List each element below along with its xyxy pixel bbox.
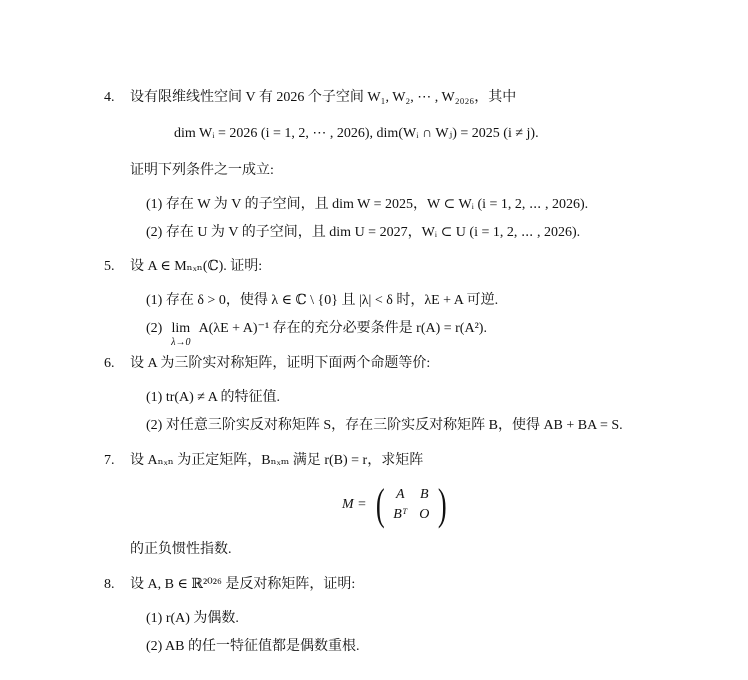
problem-4-prove: 证明下列条件之一成立: <box>130 163 274 178</box>
matrix-entry-21: Bᵀ <box>393 507 408 522</box>
problem-8-statement: 设 A, B ∈ ℝ²⁰²⁶ 是反对称矩阵，证明: <box>130 577 356 592</box>
right-paren: ) <box>438 480 447 529</box>
problem-7-after: 的正负惯性指数. <box>130 542 232 557</box>
limit-word: lim <box>171 321 191 336</box>
matrix-entry-22: O <box>419 507 430 522</box>
matrix-entry-11: A <box>395 487 405 502</box>
limit-operator <box>166 320 196 348</box>
problem-5-item-1: (1) 存在 δ > 0，使得 λ ∈ ℂ \ {0} 且 |λ| < δ 时，λE + A 可逆. <box>146 293 499 308</box>
matrix-equation <box>342 482 450 528</box>
problem-5-item-2 <box>146 320 487 348</box>
problem-6-item-2: (2) 对任意三阶实反对称矩阵 S，存在三阶实反对称矩阵 B，使得 AB + BA = S. <box>146 418 623 433</box>
problem-4-display-equation: dim Wᵢ = 2026 (i = 1, 2, ⋯ , 2026), dim(Wᵢ ∩ Wⱼ) = 2025 (i ≠ j). <box>174 126 539 141</box>
problem-8-item-2: (2) AB 的任一特征值都是偶数重根. <box>146 639 360 654</box>
problem-6-item-1: (1) tr(A) ≠ A 的特征值. <box>146 390 281 405</box>
problem-5-item-2-rest: A(λE + A)⁻¹ 存在的充分必要条件是 r(A) = r(A²). <box>198 321 487 336</box>
problem-4-item-2: (2) 存在 U 为 V 的子空间，且 dim U = 2027，Wᵢ ⊂ U (i = 1, 2, ⋯ , 2026). <box>146 225 581 240</box>
left-paren: ( <box>375 480 385 529</box>
limit-subscript: λ→0 <box>171 337 191 348</box>
problem-6-number: 6. <box>104 356 115 371</box>
problem-4-number: 4. <box>104 90 115 105</box>
problem-7-statement: 设 Aₙₓₙ 为正定矩阵，Bₙₓₘ 满足 r(B) = r，求矩阵 <box>130 453 424 468</box>
problem-8-number: 8. <box>104 577 115 592</box>
problem-5-statement: 设 A ∈ Mₙₓₙ(ℂ). 证明: <box>130 259 263 274</box>
block-matrix <box>387 485 435 525</box>
problem-8-item-1: (1) r(A) 为偶数. <box>146 611 239 626</box>
problem-5-item-2-label: (2) <box>146 321 163 336</box>
problem-5-number: 5. <box>104 259 115 274</box>
matrix-lhs: M = <box>342 497 367 512</box>
matrix-entry-12: B <box>419 487 429 502</box>
problem-4-statement: 设有限维线性空间 V 有 2026 个子空间 W₁, W₂, ⋯ , W₂₀₂₆，其中 <box>130 90 517 105</box>
problem-6-statement: 设 A 为三阶实对称矩阵，证明下面两个命题等价: <box>130 356 431 371</box>
problem-7-number: 7. <box>104 453 115 468</box>
problem-4-item-1: (1) 存在 W 为 V 的子空间，且 dim W = 2025，W ⊂ Wᵢ (i = 1, 2, ⋯ , 2026). <box>146 197 589 212</box>
